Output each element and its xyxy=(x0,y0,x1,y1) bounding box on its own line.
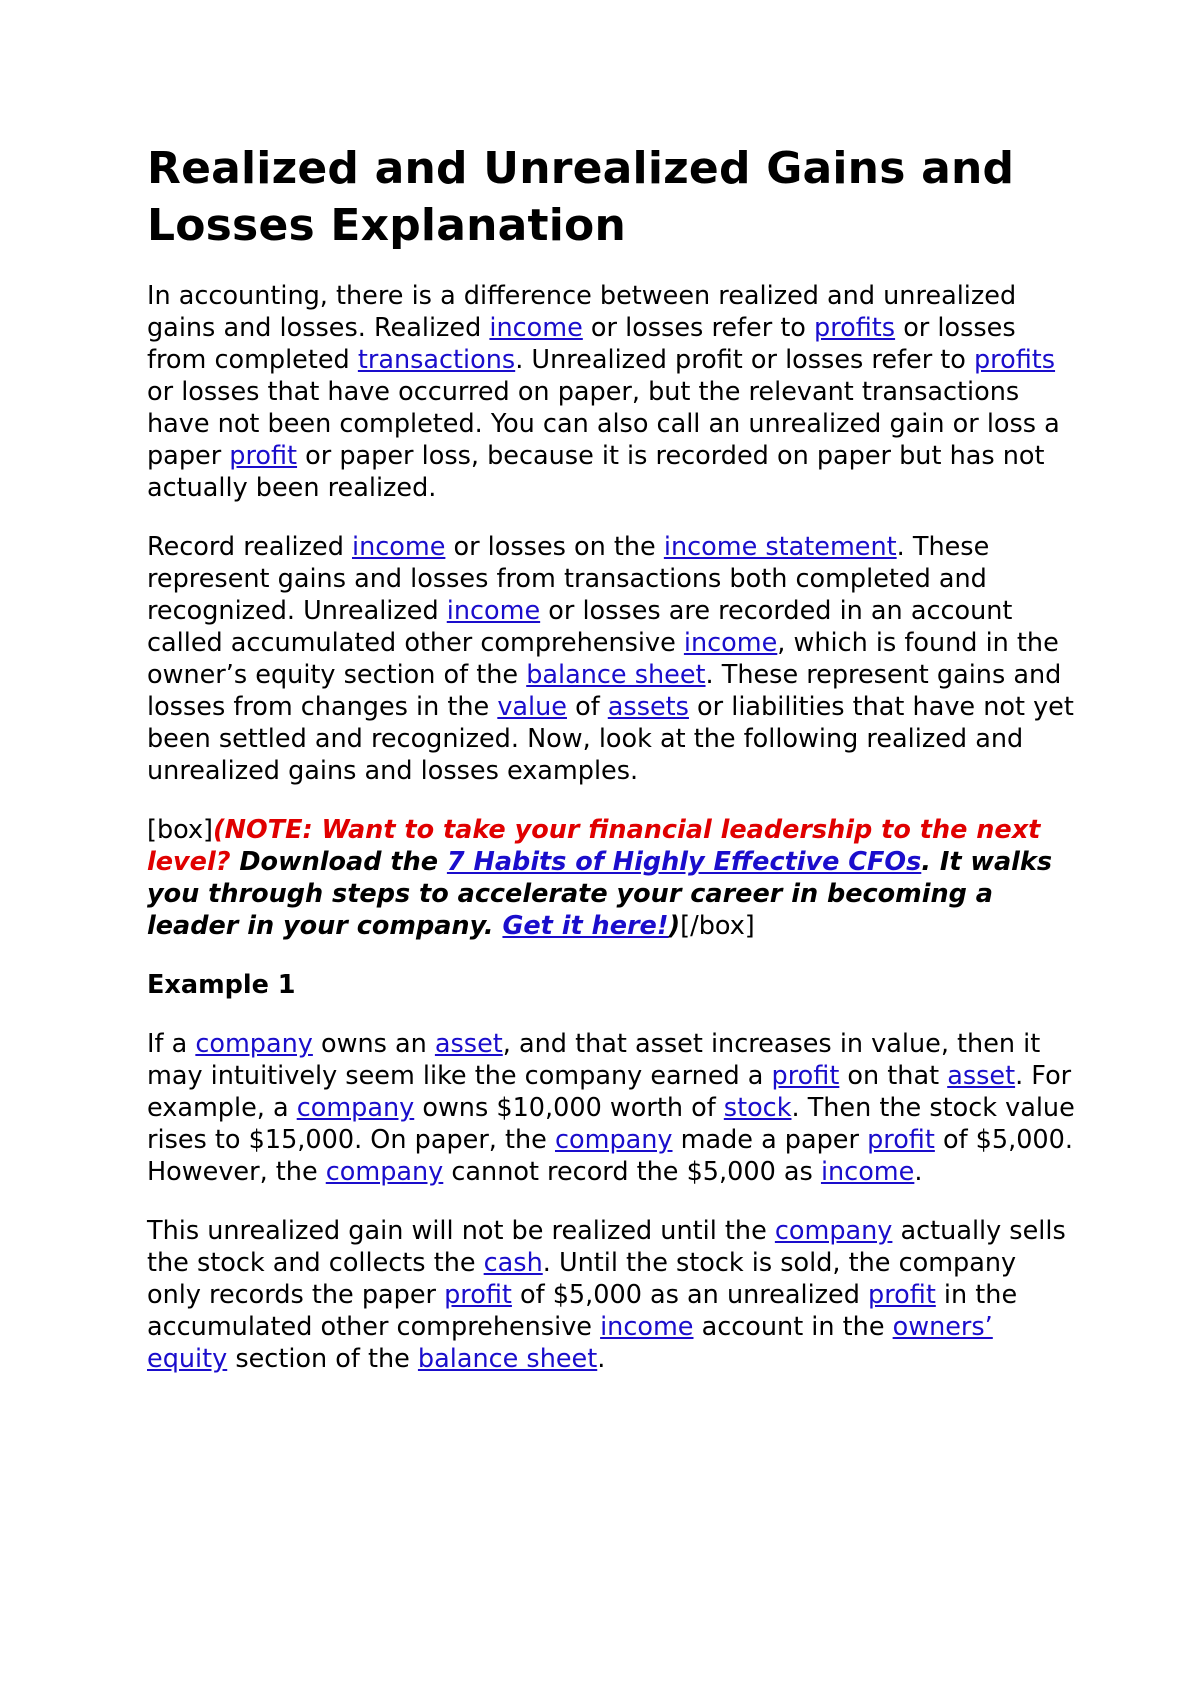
text-run: or losses are recorded in an account called accumulated other comprehensive xyxy=(147,596,1013,658)
text-run: Download the xyxy=(230,847,447,877)
text-run: owns $10,000 worth of xyxy=(414,1093,724,1123)
link-stock[interactable]: stock xyxy=(723,1093,792,1123)
text-run: . For example, a xyxy=(147,1061,1072,1123)
link-company[interactable]: company xyxy=(554,1125,673,1155)
link-profit[interactable]: profit xyxy=(444,1280,512,1310)
link-income[interactable]: income xyxy=(489,313,583,343)
link-company[interactable]: company xyxy=(296,1093,415,1123)
text-run: or losses from completed xyxy=(147,313,1016,375)
link-balance-sheet[interactable]: balance sheet xyxy=(526,660,706,690)
link-profits[interactable]: profits xyxy=(974,345,1056,375)
text-run: or losses that have occurred on paper, but the relevant transactions have not been completed. You can also call an unrealized gain or loss a paper xyxy=(147,377,1060,471)
text-run: of $5,000. However, the xyxy=(147,1125,1073,1187)
link-owners-equity[interactable]: owners’ equity xyxy=(147,1312,993,1374)
text-run: . xyxy=(914,1157,923,1187)
text-run: owns an xyxy=(312,1029,435,1059)
text-run: Record realized xyxy=(147,532,352,562)
text-run: of xyxy=(566,692,608,722)
document-page xyxy=(147,140,1077,1402)
link-value[interactable]: value xyxy=(497,692,567,722)
text-run: If a xyxy=(147,1029,196,1059)
text-run: , which is found in the owner’s equity section of the xyxy=(147,628,1059,690)
text-run: or losses on the xyxy=(445,532,664,562)
paragraph xyxy=(147,969,1077,1001)
text-run: section of the xyxy=(227,1344,418,1374)
link-income[interactable]: income xyxy=(600,1312,694,1342)
text-run: . These represent gains and losses from changes in the xyxy=(147,660,1062,722)
link-profit[interactable]: profit xyxy=(229,441,298,471)
text-run: on that xyxy=(839,1061,948,1091)
text-run: (NOTE: Want to take your financial leadership to the next level? xyxy=(147,815,1041,877)
link-profits[interactable]: profits xyxy=(814,313,896,343)
text-run: [box] xyxy=(147,815,213,845)
link-transactions[interactable]: transactions xyxy=(357,345,516,375)
link-get-it-here[interactable]: Get it here! xyxy=(502,911,669,941)
text-run: This unrealized gain will not be realized until the xyxy=(147,1216,775,1246)
text-run: . These represent gains and losses from transactions both completed and recognized. Unrealized xyxy=(147,532,990,626)
text-run: or liabilities that have not yet been settled and recognized. Now, look at the following realized and unrealized gains and losses examples. xyxy=(147,692,1074,786)
text-run: [/box] xyxy=(680,911,755,941)
link-income[interactable]: income xyxy=(446,596,541,626)
text-run: actually sells the stock and collects the xyxy=(147,1216,1066,1278)
text-run: . It walks you through steps to accelerate your career in becoming a leader in your company. xyxy=(147,847,1053,941)
text-run: . xyxy=(597,1344,606,1374)
link-balance-sheet[interactable]: balance sheet xyxy=(417,1344,598,1374)
text-run: , and that asset increases in value, then it may intuitively seem like the company earned a xyxy=(147,1029,1041,1091)
link-profit[interactable]: profit xyxy=(771,1061,840,1091)
link-income-statement[interactable]: income statement xyxy=(663,532,897,562)
text-run: cannot record the $5,000 as xyxy=(443,1157,821,1187)
link-company[interactable]: company xyxy=(774,1216,893,1246)
document-body xyxy=(147,280,1077,1375)
section-heading: Example 1 xyxy=(147,970,296,1000)
text-run: account in the xyxy=(693,1312,893,1342)
text-run: in the accumulated other comprehensive xyxy=(147,1280,1018,1342)
paragraph xyxy=(147,814,1077,942)
text-run: . Until the stock is sold, the company only records the paper xyxy=(147,1248,1017,1310)
text-run: . Unrealized profit or losses refer to xyxy=(515,345,974,375)
text-run: ) xyxy=(668,911,681,941)
text-run: or paper loss, because it is recorded on paper but has not actually been realized. xyxy=(147,441,1045,503)
link-assets[interactable]: assets xyxy=(607,692,689,722)
link-profit[interactable]: profit xyxy=(868,1280,936,1310)
link-7-habits-of-highly-effective-cfos[interactable]: 7 Habits of Highly Effective CFOs xyxy=(446,847,922,877)
paragraph xyxy=(147,1028,1077,1188)
text-run: of $5,000 as an unrealized xyxy=(511,1280,869,1310)
text-run: or losses refer to xyxy=(582,313,815,343)
link-income[interactable]: income xyxy=(351,532,446,562)
link-profit[interactable]: profit xyxy=(867,1125,935,1155)
link-cash[interactable]: cash xyxy=(483,1248,543,1278)
link-asset[interactable]: asset xyxy=(947,1061,1016,1091)
text-run: made a paper xyxy=(672,1125,868,1155)
paragraph xyxy=(147,280,1077,504)
text-run: . Then the stock value rises to $15,000. On paper, the xyxy=(147,1093,1075,1155)
text-run: In accounting, there is a difference between realized and unrealized gains and losses. Realized xyxy=(147,281,1017,343)
link-company[interactable]: company xyxy=(195,1029,313,1059)
paragraph xyxy=(147,531,1077,787)
link-asset[interactable]: asset xyxy=(434,1029,503,1059)
link-income[interactable]: income xyxy=(820,1157,915,1187)
link-income[interactable]: income xyxy=(683,628,778,658)
paragraph xyxy=(147,1215,1077,1375)
link-company[interactable]: company xyxy=(325,1157,444,1187)
document-title: Realized and Unrealized Gains and Losses Explanation xyxy=(147,143,1015,251)
